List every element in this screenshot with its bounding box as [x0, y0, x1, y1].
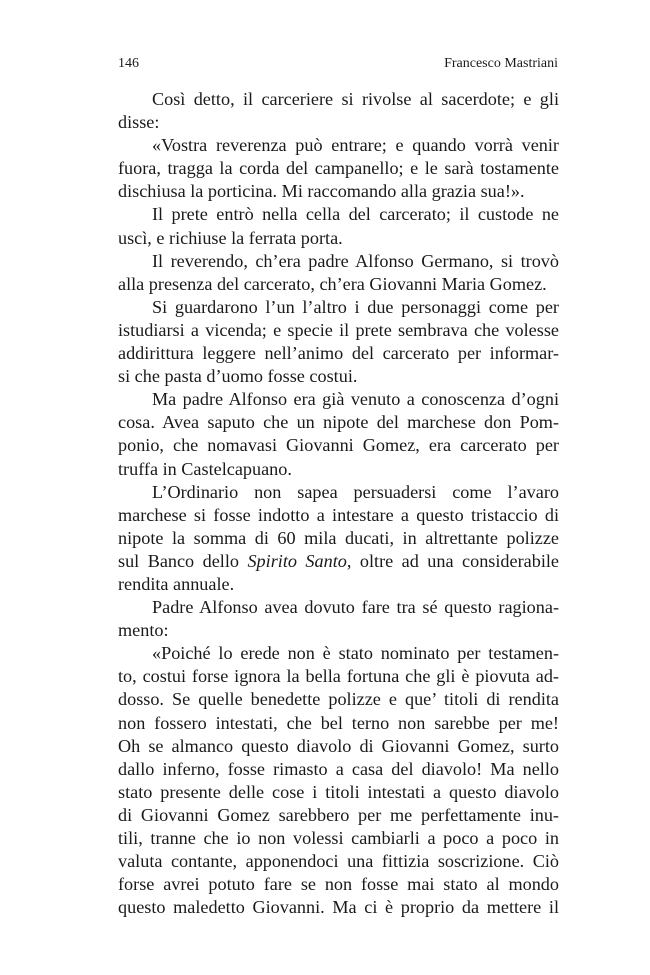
text-line: addirittura leggere nell’animo del carcerato per informar-	[118, 343, 559, 364]
text-line: non fossero intestati, che bel terno non sarebbe per me!	[118, 712, 559, 733]
text-line: istudiarsi a vicenda; e specie il prete sembrava che volesse	[118, 319, 559, 340]
text-line: dischiusa la porticina. Mi raccomando alla grazia sua!».	[118, 181, 525, 202]
text-line: si che pasta d’uomo fosse costui.	[118, 366, 358, 387]
text-line	[118, 550, 559, 573]
running-title: Francesco Mastriani	[444, 56, 558, 71]
text-line: ponio, che nomavasi Giovanni Gomez, era carcerato per	[118, 435, 559, 456]
text-line: disse:	[118, 112, 160, 133]
text-line: stato presente delle cose i titoli intestati a questo diavolo	[118, 781, 559, 802]
text-line: Il prete entrò nella cella del carcerato; il custode ne	[152, 204, 559, 225]
text-line: cosa. Avea saputo che un nipote del marchese don Pom-	[118, 412, 559, 433]
text-line: to, costui forse ignora la bella fortuna che gli è piovuta ad-	[118, 666, 559, 687]
text-line: tili, tranne che io non volessi cambiarli a poco a poco in	[118, 828, 559, 848]
text-line: uscì, e richiuse la ferrata porta.	[118, 227, 343, 248]
text-line: Padre Alfonso avea dovuto fare tra sé questo ragiona-	[152, 597, 559, 618]
text-line: «Poiché lo erede non è stato nominato per testamen-	[152, 643, 559, 664]
text-line: Oh se almanco questo diavolo di Giovanni Gomez, surto	[118, 735, 559, 756]
text-line: truffa in Castelcapuano.	[118, 458, 292, 479]
text-line: marchese si fosse indotto a intestare a questo tristaccio di	[118, 504, 559, 525]
text-line: dosso. Se quelle benedette polizze e que’ titoli di rendita	[118, 689, 559, 710]
italic-text: Spirito Santo	[247, 550, 347, 571]
text-line: Ma padre Alfonso era già venuto a conoscenza d’ogni	[152, 389, 559, 410]
text-line: alla presenza del carcerato, ch’era Giovanni Maria Gomez.	[118, 273, 547, 294]
page-number: 146	[118, 56, 139, 71]
text-line: nipote la somma di 60 mila ducati, in altrettante polizze	[118, 527, 559, 548]
text-line: L’Ordinario non sapea persuadersi come l’avaro	[152, 481, 559, 502]
text-line: forse avrei potuto fare se non fosse mai stato al mondo	[118, 874, 559, 895]
running-head	[118, 56, 558, 76]
text-line: questo maledetto Giovanni. Ma ci è proprio da mettere il	[118, 897, 559, 918]
text-line: valuta contante, apponendoci una fittizia soscrizione. Ciò	[118, 851, 559, 872]
text-line: mento:	[118, 620, 169, 641]
text-line: Il reverendo, ch’era padre Alfonso Germano, si trovò	[152, 250, 559, 271]
text-line: dallo inferno, fosse rimasto a casa del diavolo! Ma nello	[118, 758, 559, 779]
body-text	[118, 88, 559, 919]
text-line: di Giovanni Gomez sarebbero per me perfettamente inu-	[118, 804, 559, 825]
text-line: Si guardarono l’un l’altro i due personaggi come per	[152, 296, 559, 317]
text-line: fuora, tragga la corda del campanello; e le sarà tostamente	[118, 158, 559, 179]
text-line: rendita annuale.	[118, 573, 235, 594]
text-line: «Vostra reverenza può entrare; e quando vorrà venir	[152, 135, 559, 156]
text-run: sul Banco dello	[118, 550, 248, 571]
text-run: , oltre ad una considerabile	[346, 550, 559, 571]
text-line: Così detto, il carceriere si rivolse al sacerdote; e gli	[152, 89, 559, 109]
